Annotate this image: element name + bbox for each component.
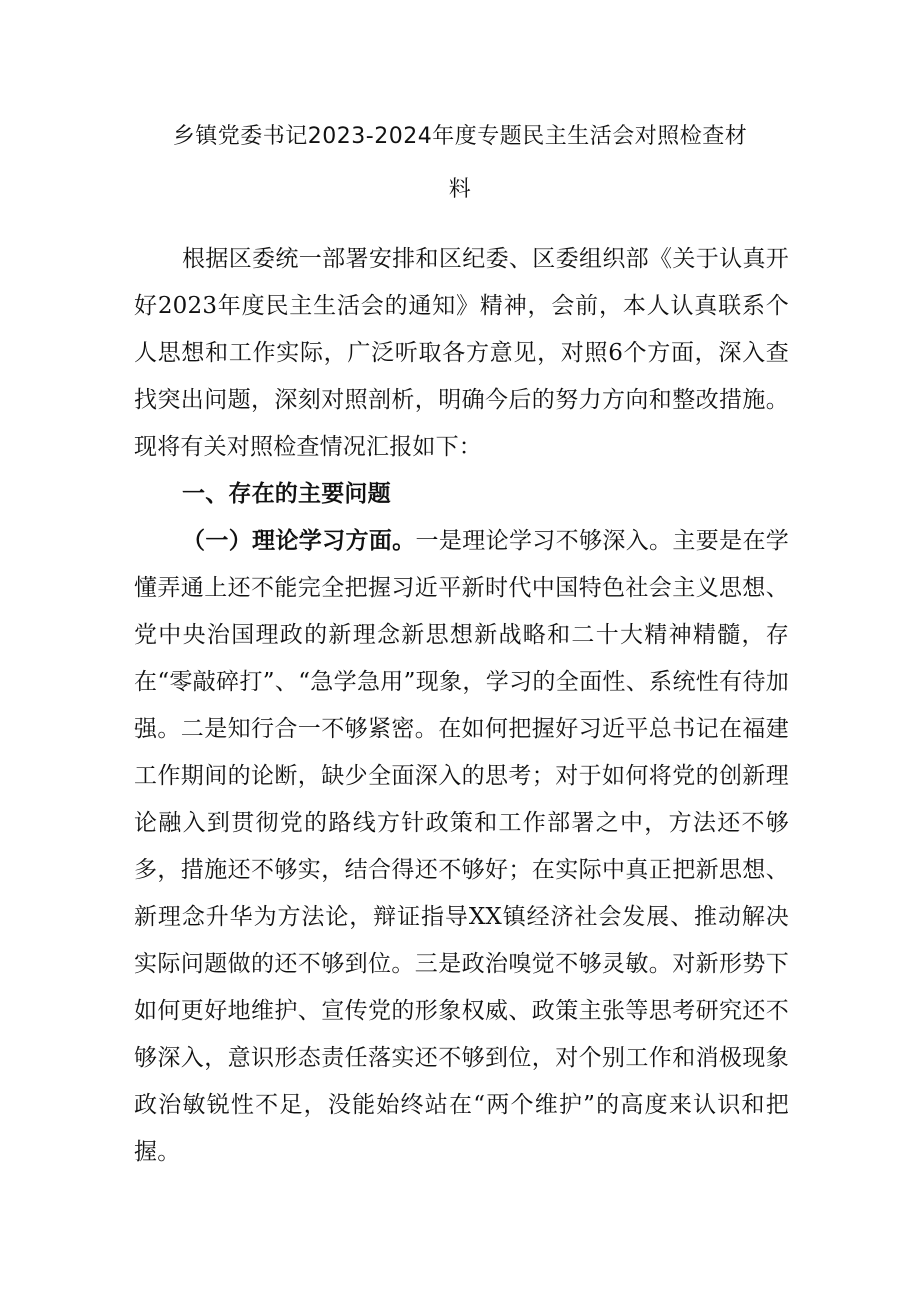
subsection-paragraph (134, 518, 789, 1176)
subsection-label: （一）理论学习方面。 (182, 528, 416, 554)
document-body (134, 236, 789, 1176)
document-title-line2: 料 (448, 177, 472, 202)
intro-paragraph: 根据区委统一部署安排和区纪委、区委组织部《关于认真开好2023年度民主生活会的通知》精神，会前，本人认真联系个人思想和工作实际，广泛听取各方意见，对照6个方面，深入查找突出问题，深刻对照剖析，明确今后的努力方向和整改措施。现将有关对照检查情况汇报如下： (134, 246, 789, 460)
subsection-text: 一是理论学习不够深入。主要是在学懂弄通上还不能完全把握习近平新时代中国特色社会主义思想、党中央治国理政的新理念新思想新战略和二十大精神精髓，存在“零敲碎打”、“急学急用”现象，学习的全面性、系统性有待加强。二是知行合一不够紧密。在如何把握好习近平总书记在福建工作期间的论断，缺少全面深入的思考；对于如何将党的创新理论融入到贯彻党的路线方针政策和工作部署之中，方法还不够多，措施还不够实，结合得还不够好；在实际中真正把新思想、新理念升华为方法论，辩证指导XX镇经济社会发展、推动解决实际问题做的还不够到位。三是政治嗅觉不够灵敏。对新形势下如何更好地维护、宣传党的形象权威、政策主张等思考研究还不够深入，意识形态责任落实还不够到位，对个别工作和消极现象政治敏锐性不足，没能始终站在“两个维护”的高度来认识和把握。 (134, 528, 790, 1165)
document-title-line1: 乡镇党委书记2023-2024年度专题民主生活会对照检查材 (172, 124, 748, 149)
section-heading: 一、存在的主要问题 (182, 481, 391, 507)
